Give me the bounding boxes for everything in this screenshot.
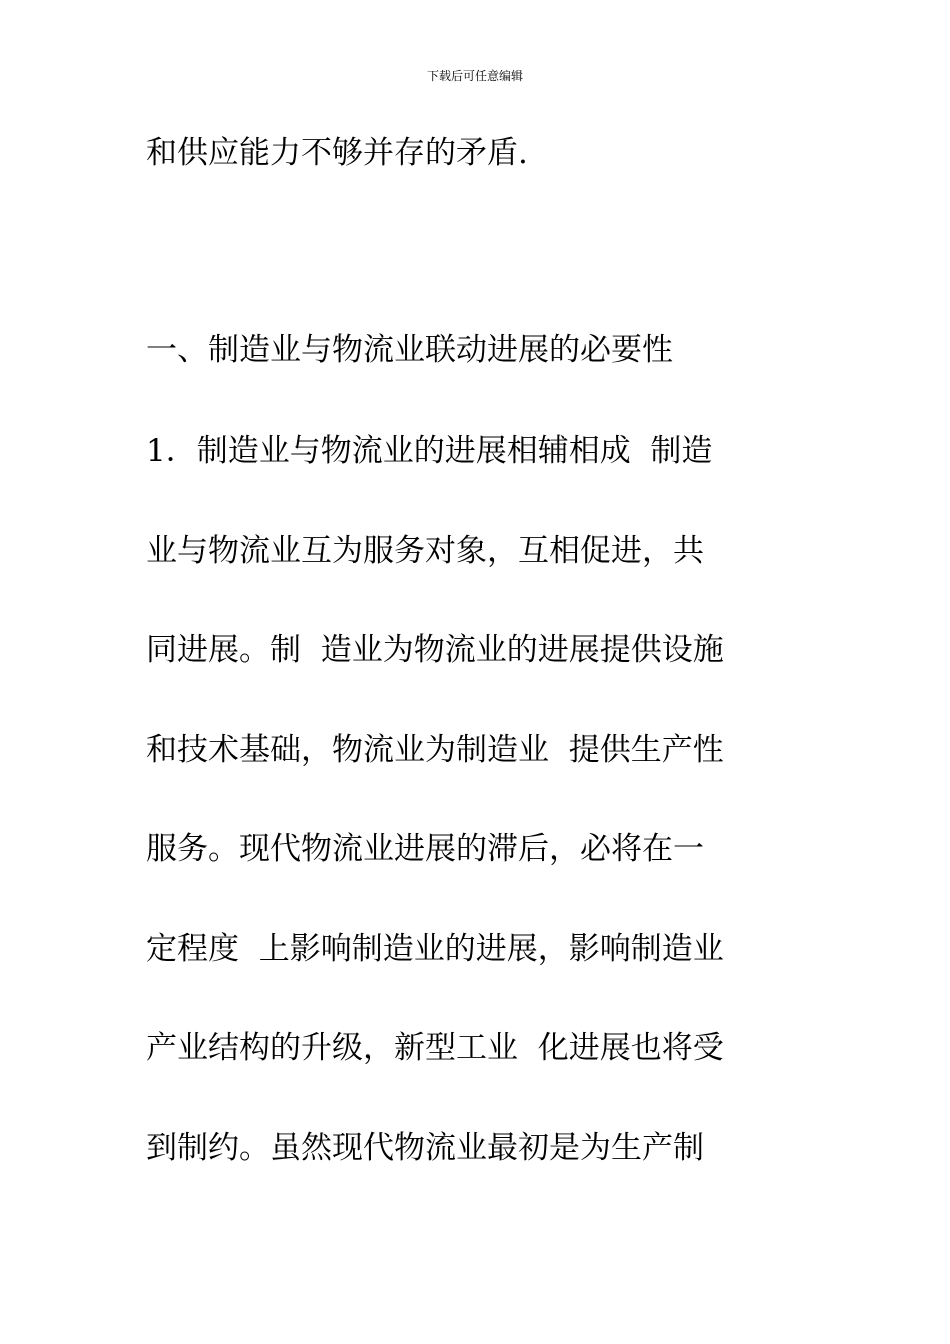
text-line: 业与物流业互为服务对象，互相促进，共 bbox=[146, 533, 704, 569]
text-line: 定程度 上影响制造业的进展，影响制造业 bbox=[146, 931, 724, 967]
text-line: 和技术基础，物流业为制造业 提供生产性 bbox=[146, 732, 724, 768]
section-heading: 一、制造业与物流业联动进展的必要性 bbox=[146, 332, 673, 368]
text-line: 同进展。制 造业为物流业的进展提供设施 bbox=[146, 632, 724, 668]
text-line: 1．制造业与物流业的进展相辅相成 制造 bbox=[146, 433, 713, 469]
page-header: 下载后可任意编辑 bbox=[426, 69, 523, 83]
text-line: 和供应能力不够并存的矛盾. bbox=[146, 135, 528, 171]
text-line: 产业结构的升级，新型工业 化进展也将受 bbox=[146, 1030, 724, 1066]
text-line: 服务。现代物流业进展的滞后，必将在一 bbox=[146, 831, 704, 867]
text-line: 到制约。虽然现代物流业最初是为生产制 bbox=[146, 1130, 704, 1166]
